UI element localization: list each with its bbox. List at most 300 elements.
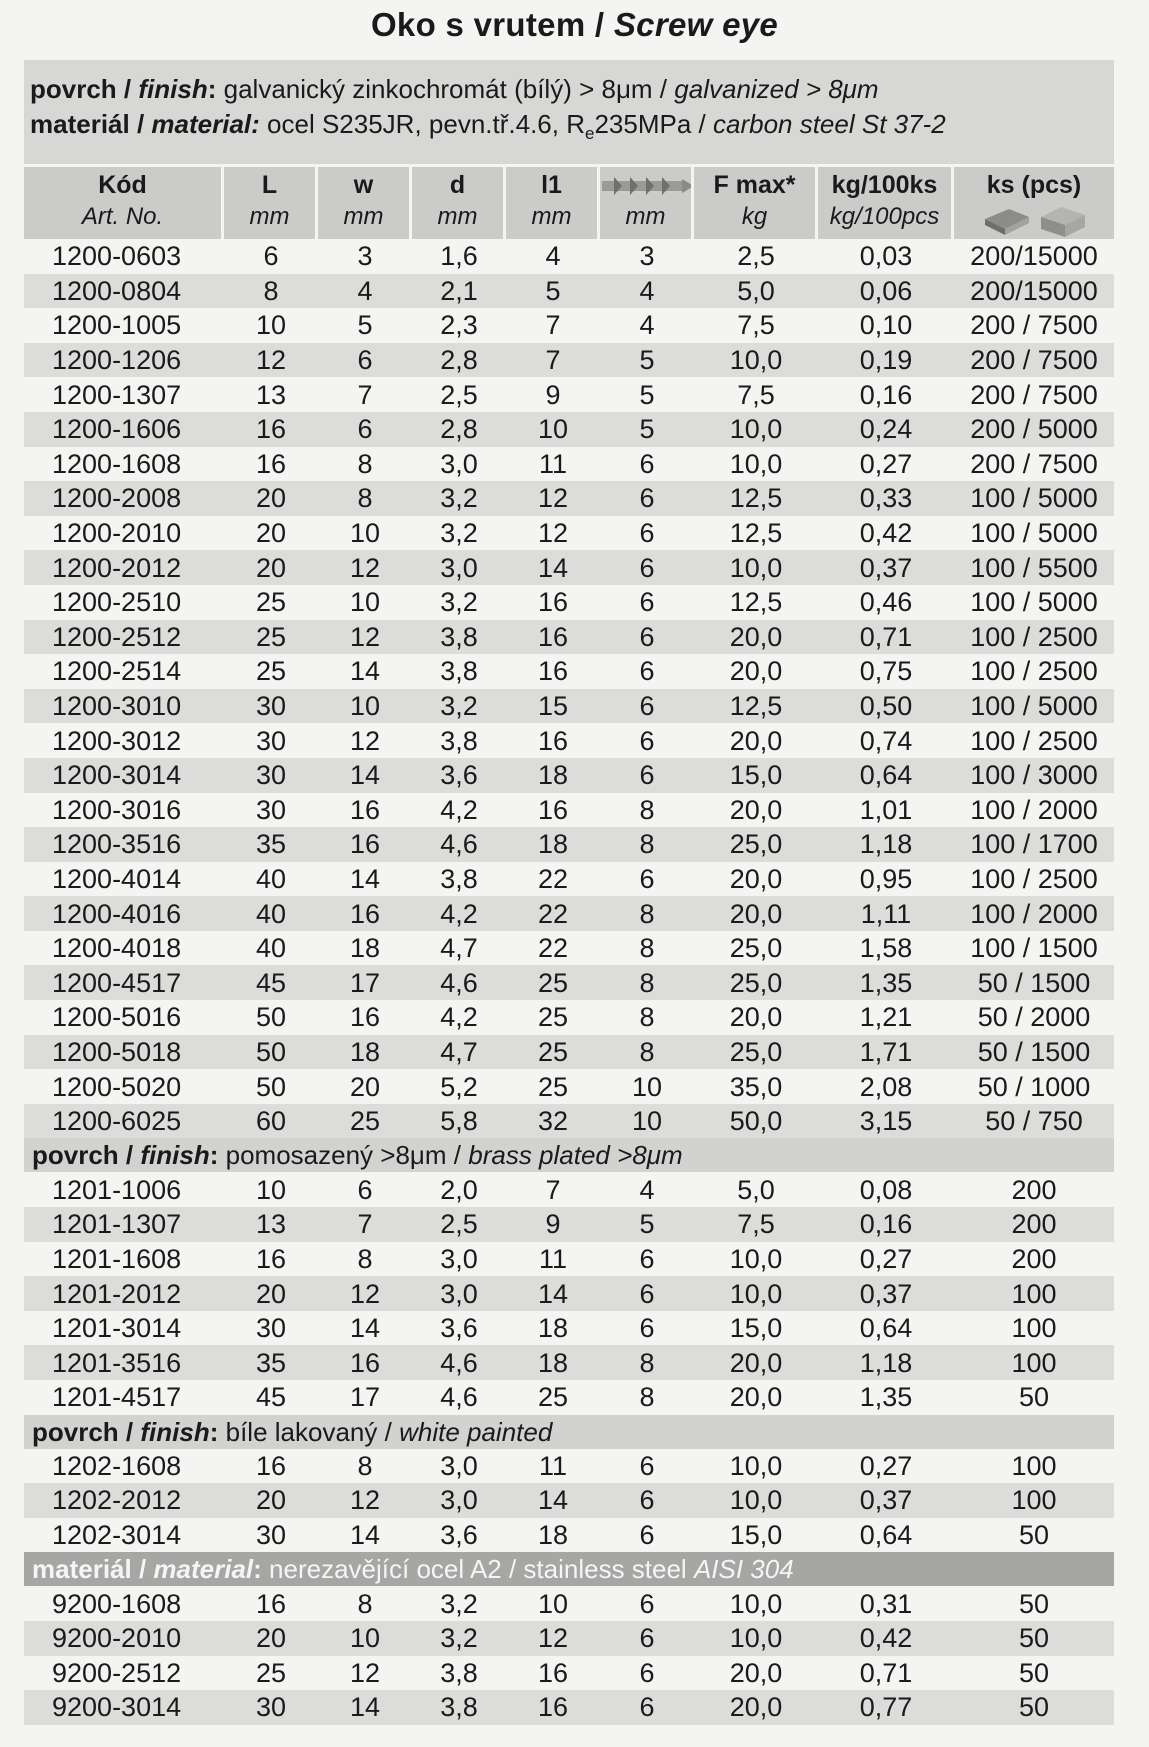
cell-l1: 14 (506, 550, 600, 585)
cell-code: 1200-5016 (52, 1002, 182, 1033)
cell-width: 12 (318, 1483, 412, 1518)
cell-diameter: 3,6 (440, 1520, 478, 1551)
table-row (24, 758, 1114, 793)
cell-code: 1200-3014 (24, 758, 224, 793)
section-colon: : (209, 1140, 219, 1171)
cell-diameter: 4,7 (440, 933, 478, 964)
cell-pcs: 200 / 7500 (970, 310, 1098, 341)
cell-length: 25 (255, 587, 287, 618)
cell-diameter: 3,2 (412, 481, 506, 516)
section-header (24, 1138, 1114, 1172)
cell-fmax: 7,5 (694, 1207, 818, 1242)
cell-code: 1200-1005 (52, 310, 182, 341)
cell-weight: 0,37 (818, 1483, 954, 1518)
cell-thread: 6 (600, 481, 694, 516)
cell-length: 40 (255, 933, 287, 964)
finish-label-en: finish (138, 74, 208, 104)
cell-width: 7 (357, 379, 373, 410)
cell-diameter: 1,6 (440, 241, 478, 272)
section-text-cz: bíle lakovaný / (225, 1416, 392, 1447)
cell-code: 1200-3016 (52, 794, 182, 825)
material-text-sub: e (584, 124, 595, 143)
cell-pcs: 100 (954, 1276, 1114, 1311)
cell-weight: 0,50 (818, 689, 954, 724)
cell-fmax: 20,0 (694, 896, 818, 931)
cell-thread: 6 (600, 758, 694, 793)
material-label-en: material: (151, 109, 260, 139)
cell-code: 1200-2012 (24, 550, 224, 585)
table-row (24, 585, 1114, 620)
cell-weight: 1,71 (818, 1035, 954, 1070)
section-header (24, 1415, 1114, 1449)
cell-thread: 6 (600, 1621, 694, 1656)
cell-diameter: 2,8 (412, 343, 506, 378)
cell-length: 25 (224, 620, 318, 655)
cell-thread: 5 (600, 343, 694, 378)
cell-l1: 12 (537, 518, 569, 549)
cell-code: 1200-5018 (24, 1035, 224, 1070)
cell-code: 1202-3014 (52, 1520, 182, 1551)
cell-fmax: 20,0 (694, 1690, 818, 1725)
cell-weight: 0,64 (859, 1520, 913, 1551)
cell-l1: 5 (506, 274, 600, 309)
cell-width: 8 (357, 1243, 373, 1274)
cell-thread: 6 (600, 1276, 694, 1311)
table-row (24, 550, 1114, 585)
section-text-en: AISI 304 (693, 1554, 794, 1585)
cell-width: 14 (318, 1690, 412, 1725)
header-unit-weight: kg/100pcs (818, 203, 954, 239)
cell-thread: 6 (639, 1588, 655, 1619)
cell-weight: 0,64 (818, 758, 954, 793)
cell-code: 1202-1608 (52, 1450, 182, 1481)
cell-width: 10 (318, 689, 412, 724)
cell-pcs: 50 (1018, 1588, 1050, 1619)
cell-width: 12 (318, 550, 412, 585)
cell-diameter: 3,0 (440, 448, 478, 479)
cell-fmax: 20,0 (729, 1002, 783, 1033)
cell-l1: 9 (545, 379, 561, 410)
table-row (24, 723, 1114, 758)
cell-code: 9200-3014 (24, 1690, 224, 1725)
cell-pcs: 50 / 1500 (954, 965, 1114, 1000)
cell-pcs: 100 / 5500 (954, 550, 1114, 585)
section-text-en: white painted (399, 1416, 553, 1447)
cell-l1: 16 (537, 725, 569, 756)
cell-pcs: 200 (1011, 1174, 1057, 1205)
cell-fmax: 15,0 (729, 1520, 783, 1551)
cell-length: 50 (255, 1071, 287, 1102)
cell-length: 16 (255, 1243, 287, 1274)
section-colon: : (253, 1554, 262, 1585)
cell-fmax: 20,0 (694, 620, 818, 655)
table-row (24, 516, 1114, 551)
cell-length: 40 (255, 863, 287, 894)
cell-weight: 0,77 (818, 1690, 954, 1725)
cell-width: 4 (318, 274, 412, 309)
cell-length: 8 (224, 274, 318, 309)
cell-width: 18 (349, 933, 381, 964)
cell-weight: 0,37 (818, 550, 954, 585)
cell-code: 1200-4517 (24, 965, 224, 1000)
section-header (24, 1552, 1114, 1586)
table-row (24, 412, 1114, 447)
section-text-cz: pomosazený >8μm / (225, 1140, 461, 1171)
cell-l1: 16 (537, 794, 569, 825)
cell-weight: 0,33 (818, 481, 954, 516)
cell-length: 16 (255, 1588, 287, 1619)
cell-length: 30 (224, 1690, 318, 1725)
cell-thread: 8 (600, 965, 694, 1000)
cell-width: 5 (357, 310, 373, 341)
cell-length: 25 (255, 656, 287, 687)
cell-weight: 0,42 (859, 518, 913, 549)
cell-fmax: 50,0 (694, 1104, 818, 1139)
cell-length: 30 (255, 794, 287, 825)
cell-pcs: 50 / 2000 (977, 1002, 1091, 1033)
cell-code: 1200-4018 (52, 933, 182, 964)
cell-length: 30 (255, 1313, 287, 1344)
cell-fmax: 10,0 (694, 1483, 818, 1518)
cell-fmax: 20,0 (694, 1345, 818, 1380)
cell-length: 25 (255, 1657, 287, 1688)
table-row (24, 1380, 1114, 1415)
finish-label-cz: povrch / (30, 74, 132, 104)
cell-code: 1200-0603 (52, 241, 182, 272)
cell-code: 1200-2010 (52, 518, 182, 549)
cell-l1: 12 (506, 481, 600, 516)
cell-width: 14 (318, 758, 412, 793)
cell-pcs: 200 / 7500 (970, 448, 1098, 479)
title-main: Oko s vrutem / (370, 6, 605, 43)
cell-pcs: 100 (1011, 1450, 1057, 1481)
cell-pcs: 200/15000 (954, 274, 1114, 309)
cell-diameter: 2,5 (440, 379, 478, 410)
header-unit-width: mm (318, 203, 412, 239)
cell-weight: 1,35 (859, 1382, 913, 1413)
cell-width: 20 (349, 1071, 381, 1102)
cell-width: 10 (318, 1621, 412, 1656)
cell-weight: 0,27 (859, 1243, 913, 1274)
header-unit-thread: mm (600, 203, 694, 239)
material-line (30, 107, 1108, 151)
cell-code: 1201-2012 (24, 1276, 224, 1311)
cell-diameter: 4,6 (412, 965, 506, 1000)
cell-fmax: 10,0 (694, 343, 818, 378)
cell-diameter: 4,6 (412, 1345, 506, 1380)
cell-pcs: 50 (1018, 1657, 1050, 1688)
cell-weight: 0,64 (859, 1313, 913, 1344)
cell-pcs: 200 (954, 1207, 1114, 1242)
cell-length: 50 (224, 1035, 318, 1070)
cell-width: 8 (357, 1450, 373, 1481)
section-label-en: finish (140, 1140, 210, 1171)
cell-l1: 4 (545, 241, 561, 272)
header-width: w (318, 167, 412, 203)
material-text-en: carbon steel St 37-2 (712, 109, 946, 139)
cell-l1: 12 (506, 1621, 600, 1656)
cell-thread: 6 (639, 1243, 655, 1274)
cell-fmax: 15,0 (694, 758, 818, 793)
cell-width: 17 (318, 965, 412, 1000)
section-label-cz: povrch / (32, 1416, 134, 1447)
cell-thread: 6 (639, 1520, 655, 1551)
cell-thread: 8 (639, 933, 655, 964)
section-text-cz: nerezavějící ocel A2 / stainless steel (269, 1554, 687, 1585)
cell-fmax: 10,0 (694, 1621, 818, 1656)
cell-width: 3 (357, 241, 373, 272)
cell-weight: 1,18 (818, 1345, 954, 1380)
cell-diameter: 4,2 (412, 896, 506, 931)
cell-fmax: 20,0 (729, 656, 783, 687)
table-row (24, 931, 1114, 966)
cell-l1: 10 (537, 1588, 569, 1619)
cell-thread: 6 (600, 1483, 694, 1518)
cell-length: 10 (255, 310, 287, 341)
table-row (24, 1276, 1114, 1311)
table-row (24, 1311, 1114, 1346)
cell-thread: 6 (600, 689, 694, 724)
cell-length: 45 (224, 965, 318, 1000)
cell-fmax: 15,0 (729, 1313, 783, 1344)
cell-pcs: 50 (1018, 1520, 1050, 1551)
cell-fmax: 10,0 (694, 550, 818, 585)
table-row (24, 308, 1114, 343)
table-row (24, 377, 1114, 412)
cell-width: 7 (318, 1207, 412, 1242)
header-unit-l1: mm (506, 203, 600, 239)
cell-code: 1201-3014 (52, 1313, 182, 1344)
cell-weight: 1,58 (859, 933, 913, 964)
cell-diameter: 2,0 (440, 1174, 478, 1205)
table-row (24, 896, 1114, 931)
cell-pcs: 100 / 1500 (970, 933, 1098, 964)
header-unit-code: Art. No. (24, 203, 224, 239)
cell-weight: 0,46 (859, 587, 913, 618)
cell-weight: 0,03 (859, 241, 913, 272)
cell-length: 40 (224, 896, 318, 931)
product-table (24, 167, 1114, 1725)
section-colon: : (209, 1416, 219, 1447)
material-label-cz: materiál / (30, 109, 145, 139)
cell-pcs: 100 / 5000 (954, 481, 1114, 516)
cell-l1: 7 (506, 343, 600, 378)
cell-weight: 0,71 (818, 620, 954, 655)
cell-width: 12 (349, 725, 381, 756)
cell-diameter: 3,6 (412, 758, 506, 793)
cell-length: 35 (224, 1345, 318, 1380)
table-row (24, 1207, 1114, 1242)
header-length: L (224, 167, 318, 203)
cell-diameter: 5,2 (440, 1071, 478, 1102)
cell-thread: 6 (639, 656, 655, 687)
cell-diameter: 2,3 (440, 310, 478, 341)
cell-l1: 14 (506, 1276, 600, 1311)
cell-thread: 6 (639, 725, 655, 756)
cell-l1: 14 (506, 1483, 600, 1518)
cell-thread: 3 (639, 241, 655, 272)
finish-colon: : (207, 74, 217, 104)
cell-l1: 22 (537, 933, 569, 964)
cell-l1: 18 (537, 1313, 569, 1344)
cell-thread: 8 (639, 1382, 655, 1413)
cell-pcs: 100 (954, 1483, 1114, 1518)
cell-diameter: 3,0 (412, 1483, 506, 1518)
table-row (24, 1172, 1114, 1207)
cell-length: 20 (224, 1276, 318, 1311)
cell-thread: 6 (639, 518, 655, 549)
cell-weight: 0,71 (859, 1657, 913, 1688)
cell-l1: 16 (506, 1690, 600, 1725)
cell-l1: 25 (506, 965, 600, 1000)
cell-thread: 8 (600, 827, 694, 862)
header-fmax: F max* (694, 167, 818, 203)
cell-pcs: 200/15000 (970, 241, 1098, 272)
cell-width: 16 (349, 1002, 381, 1033)
cell-l1: 25 (537, 1002, 569, 1033)
cell-l1: 11 (538, 1243, 568, 1274)
cell-thread: 6 (600, 550, 694, 585)
cell-l1: 9 (506, 1207, 600, 1242)
cell-diameter: 2,8 (412, 412, 506, 447)
table-row (24, 1656, 1114, 1691)
section-label-en: finish (140, 1416, 210, 1447)
cell-code: 1200-5020 (52, 1071, 182, 1102)
cell-weight: 0,42 (818, 1621, 954, 1656)
cell-thread: 4 (639, 310, 655, 341)
section-label (24, 1415, 1114, 1449)
table-row (24, 1586, 1114, 1621)
cell-fmax: 25,0 (694, 827, 818, 862)
table-row (24, 620, 1114, 655)
cell-code: 1201-4517 (52, 1382, 182, 1413)
cell-diameter: 3,8 (412, 1690, 506, 1725)
cell-l1: 25 (506, 1035, 600, 1070)
cell-thread: 10 (631, 1071, 663, 1102)
cell-l1: 18 (506, 1345, 600, 1380)
cell-pcs: 100 (1011, 1313, 1057, 1344)
cell-l1: 22 (537, 863, 569, 894)
cell-thread: 6 (639, 587, 655, 618)
cell-pcs: 200 (1011, 1243, 1057, 1274)
cell-code: 9200-2010 (24, 1621, 224, 1656)
cell-pcs: 100 / 1700 (954, 827, 1114, 862)
cell-pcs: 100 (954, 1345, 1114, 1380)
dowel-icon (600, 167, 694, 203)
cell-weight: 0,10 (859, 310, 913, 341)
header-unit-diameter: mm (412, 203, 506, 239)
cell-fmax: 25,0 (694, 1035, 818, 1070)
cell-length: 13 (224, 1207, 318, 1242)
cell-width: 16 (318, 827, 412, 862)
cell-diameter: 3,8 (412, 620, 506, 655)
cell-fmax: 2,5 (737, 241, 775, 272)
cell-code: 9200-1608 (52, 1588, 182, 1619)
cell-width: 10 (349, 518, 381, 549)
cell-code: 1200-2510 (52, 587, 182, 618)
cell-length: 30 (224, 689, 318, 724)
cell-l1: 16 (537, 1657, 569, 1688)
cell-diameter: 2,1 (412, 274, 506, 309)
cell-weight: 1,01 (859, 794, 913, 825)
cell-code: 1200-4016 (24, 896, 224, 931)
table-row (24, 689, 1114, 724)
cell-width: 12 (349, 1657, 381, 1688)
cell-diameter: 3,6 (440, 1313, 478, 1344)
table-row (24, 1035, 1114, 1070)
cell-l1: 25 (537, 1071, 569, 1102)
table-row (24, 1000, 1114, 1035)
table-row (24, 274, 1114, 309)
cell-weight: 3,15 (818, 1104, 954, 1139)
cell-code: 9200-2512 (52, 1657, 182, 1688)
cell-thread: 8 (600, 1035, 694, 1070)
table-row (24, 827, 1114, 862)
cell-fmax: 12,5 (694, 481, 818, 516)
cell-length: 50 (255, 1002, 287, 1033)
cell-fmax: 10,0 (694, 1276, 818, 1311)
cell-diameter: 3,8 (440, 1657, 478, 1688)
cell-thread: 10 (600, 1104, 694, 1139)
cell-l1: 7 (545, 1174, 561, 1205)
cell-length: 20 (224, 550, 318, 585)
cell-pcs: 100 / 2000 (970, 794, 1098, 825)
cell-width: 18 (318, 1035, 412, 1070)
cell-thread: 6 (639, 448, 655, 479)
cell-fmax: 7,5 (737, 310, 775, 341)
cell-code: 1200-1206 (24, 343, 224, 378)
cell-pcs: 50 (1018, 1382, 1050, 1413)
cell-l1: 18 (506, 827, 600, 862)
cell-weight: 0,27 (859, 1450, 913, 1481)
cell-pcs: 50 / 750 (954, 1104, 1114, 1139)
cell-pcs: 200 / 7500 (954, 343, 1114, 378)
table-row (24, 1069, 1114, 1104)
header-unit-fmax: kg (694, 203, 818, 239)
cell-diameter: 3,2 (440, 518, 478, 549)
cell-width: 8 (357, 448, 373, 479)
cell-thread: 6 (600, 1690, 694, 1725)
cell-width: 14 (349, 1520, 381, 1551)
section-label-cz: povrch / (32, 1140, 134, 1171)
cell-diameter: 4,6 (412, 827, 506, 862)
cell-length: 20 (224, 1483, 318, 1518)
header-pcs-label: ks (pcs) (986, 171, 1082, 199)
cell-width: 16 (318, 1345, 412, 1380)
cell-code: 1200-0804 (24, 274, 224, 309)
cell-diameter: 4,6 (440, 1382, 478, 1413)
cell-thread: 5 (600, 1207, 694, 1242)
section-label-cz: materiál / (32, 1554, 147, 1585)
header-unit-length: mm (224, 203, 318, 239)
table-row (24, 793, 1114, 828)
finish-text-cz: galvanický zinkochromát (bílý) > 8μm / (223, 74, 668, 104)
cell-code: 1201-1006 (52, 1174, 182, 1205)
cell-fmax: 10,0 (729, 1588, 783, 1619)
table-row (24, 1449, 1114, 1484)
cell-pcs: 100 / 2000 (954, 896, 1114, 931)
cell-pcs: 50 / 1000 (977, 1071, 1091, 1102)
cell-code: 1200-2008 (24, 481, 224, 516)
cell-pcs: 100 / 3000 (954, 758, 1114, 793)
cell-length: 6 (263, 241, 279, 272)
cell-diameter: 3,2 (412, 1621, 506, 1656)
section-label (24, 1552, 1114, 1586)
cell-pcs: 100 / 5000 (970, 518, 1098, 549)
cell-weight: 0,74 (859, 725, 913, 756)
section-text-en: brass plated >8μm (468, 1140, 683, 1171)
cell-pcs: 100 / 2500 (970, 656, 1098, 687)
